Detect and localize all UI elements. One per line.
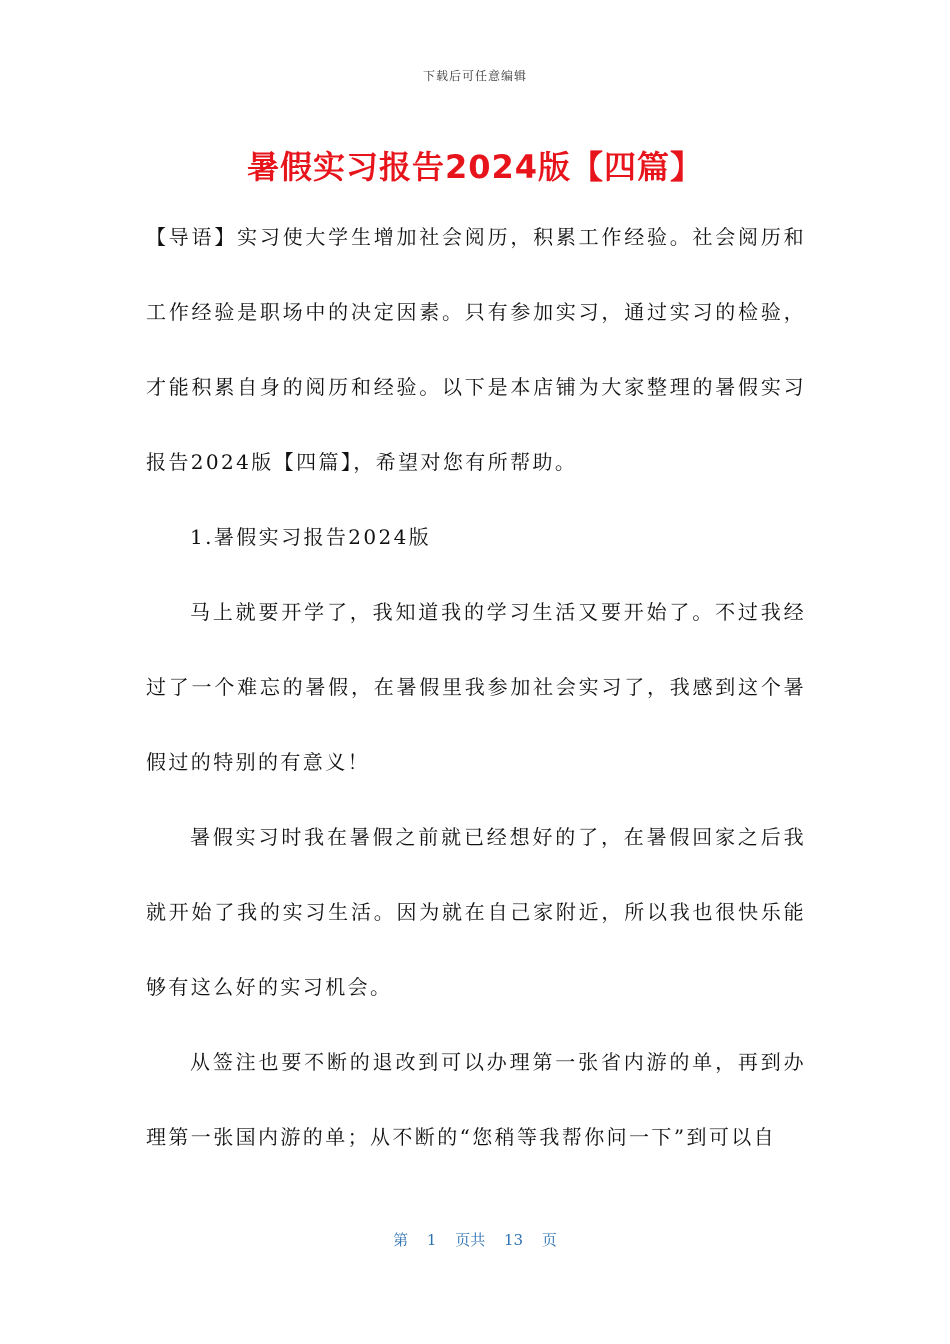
total-pages-number: 13 — [504, 1231, 524, 1249]
document-title: 暑假实习报告2024版【四篇】 — [246, 148, 704, 186]
current-page-number: 1 — [426, 1231, 437, 1249]
header-note: 下载后可任意编辑 — [422, 69, 527, 83]
body-paragraph: 暑假实习时我在暑假之前就已经想好的了，在暑假回家之后我就开始了我的实习生活。因为就在自己家附近，所以我也很快乐能够有这么好的实习机会。 — [146, 825, 806, 999]
page-footer — [0, 1229, 950, 1250]
footer-middle: 页共 — [455, 1231, 486, 1249]
footer-suffix: 页 — [541, 1231, 557, 1249]
intro-paragraph: 【导语】实习使大学生增加社会阅历，积累工作经验。社会阅历和工作经验是职场中的决定因素。只有参加实习，通过实习的检验，才能积累自身的阅历和经验。以下是本店铺为大家整理的暑假实习报告2024版【四篇】，希望对您有所帮助。 — [146, 225, 806, 474]
body-paragraph: 从签注也要不断的退改到可以办理第一张省内游的单，再到办理第一张国内游的单；从不断的“您稍等我帮你问一下”到可以自 — [146, 1050, 806, 1149]
section-heading: 1.暑假实习报告2024版 — [190, 525, 432, 549]
footer-prefix: 第 — [393, 1231, 409, 1249]
document-body — [146, 200, 806, 1175]
body-paragraph: 马上就要开学了，我知道我的学习生活又要开始了。不过我经过了一个难忘的暑假，在暑假里我参加社会实习了，我感到这个暑假过的特别的有意义！ — [146, 600, 806, 774]
